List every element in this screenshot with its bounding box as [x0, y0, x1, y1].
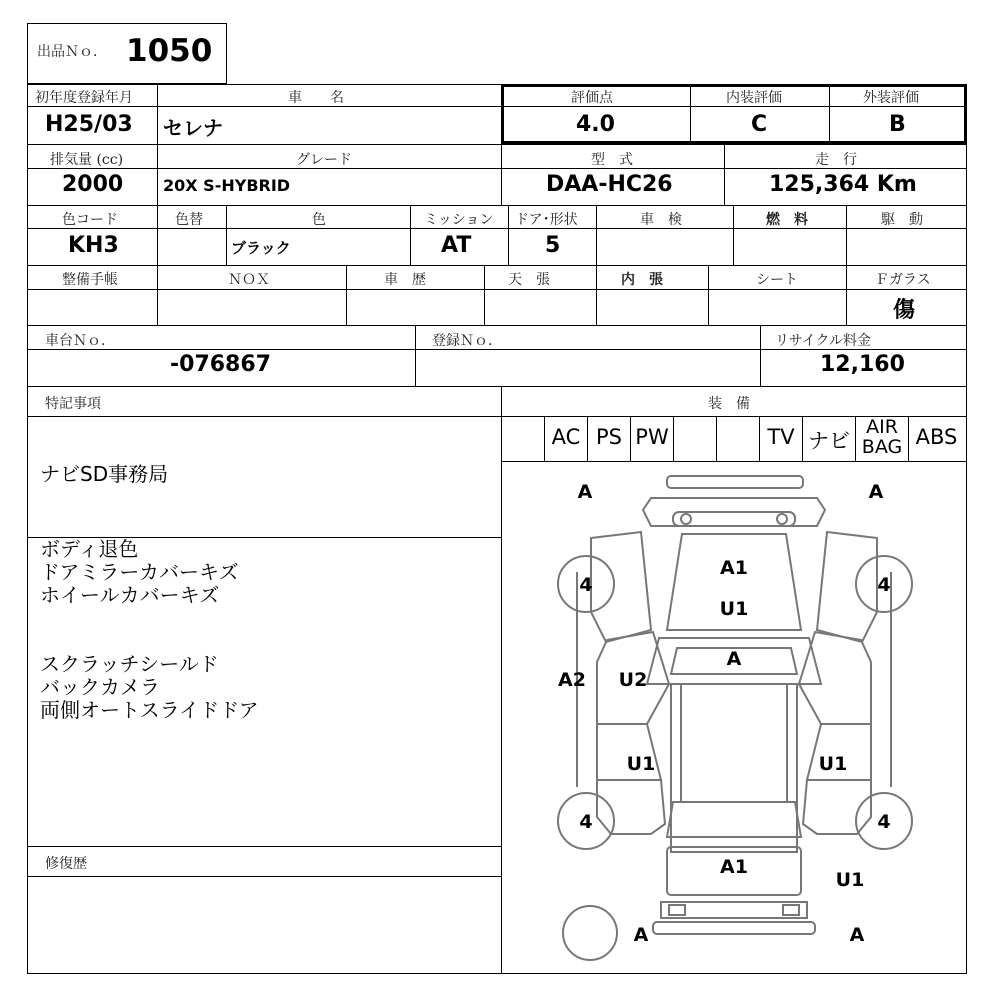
grid-line	[27, 265, 967, 266]
mark-hood-2: U1	[719, 598, 749, 620]
mission-label: ミッション	[424, 212, 494, 228]
glass-value: 傷	[893, 298, 916, 323]
lot-label: 出品Ｎｏ．	[37, 44, 107, 60]
model-value: DAA-HC26	[546, 172, 673, 197]
history-label: 車 歴	[384, 272, 426, 288]
score-label: 評価点	[571, 90, 613, 106]
equipment-item: ABS	[915, 425, 958, 449]
interior-label: 内装評価	[726, 90, 782, 106]
mark-rear-tire-left: 4	[579, 811, 593, 833]
mark-back-door: A1	[720, 856, 748, 878]
car-diagram	[501, 462, 967, 974]
chassis-label: 車台Ｎｏ．	[45, 333, 115, 349]
mark-left-fender-2: U2	[618, 669, 648, 691]
rear-lamp	[669, 905, 685, 915]
left-front-fender	[591, 532, 651, 642]
equipment-item: PS	[596, 425, 622, 449]
mark-front-tire-left: 4	[579, 574, 593, 596]
grid-line	[27, 325, 967, 326]
exterior-value: B	[889, 112, 906, 137]
drive-label: 駆 動	[881, 212, 923, 228]
registration-label: 登録Ｎｏ．	[432, 333, 502, 349]
recycle-label: リサイクル料金	[775, 333, 872, 349]
grid-line	[226, 205, 227, 265]
color-label: 色	[312, 212, 326, 228]
exterior-label: 外装評価	[863, 90, 919, 106]
equipment-item: AC	[551, 425, 581, 449]
right-front-fender	[817, 532, 877, 642]
left-quarter	[597, 780, 665, 834]
grid-line	[27, 228, 967, 229]
grid-line	[27, 144, 967, 145]
glass-label: Ｆガラス	[875, 272, 931, 288]
grid-line	[708, 265, 709, 325]
model-label: 型 式	[591, 152, 633, 168]
grid-line	[410, 205, 411, 265]
cc-label: 排気量 (cc)	[50, 152, 124, 168]
mark-rear-tire-right: 4	[877, 811, 891, 833]
front-bumper	[667, 476, 803, 488]
grade-label: グレード	[296, 152, 352, 168]
interior-trim-label: 内 張	[621, 272, 663, 288]
name-label: 車 名	[288, 90, 344, 106]
grid-line	[501, 144, 502, 205]
nox-label: ＮＯＸ	[228, 272, 270, 288]
grid-line	[415, 325, 416, 386]
rear-lamp	[783, 905, 799, 915]
mark-front-tire-right: 4	[877, 574, 891, 596]
roof-label: 天 張	[508, 272, 550, 288]
fuel-label: 燃 料	[766, 212, 808, 228]
cc-value: 2000	[62, 172, 124, 197]
color-code-label: 色コード	[62, 212, 118, 228]
roof-frame	[671, 684, 797, 852]
front-emblem	[777, 514, 787, 524]
color-code-value: KH3	[68, 233, 119, 258]
maintenance-label: 整備手帳	[62, 272, 118, 288]
mark-left-rear-door: U1	[626, 753, 656, 775]
grid-line	[27, 289, 967, 290]
grid-line	[27, 416, 967, 417]
lot-box	[27, 23, 227, 84]
grid-line	[760, 325, 761, 386]
repair-label: 修復歴	[45, 856, 87, 872]
equipment-item: ナビ	[808, 429, 850, 453]
mark-windshield: A	[726, 648, 742, 670]
grid-line	[27, 386, 967, 387]
grid-line	[346, 265, 347, 325]
year-label: 初年度登録年月	[35, 90, 133, 106]
door-value: 5	[545, 233, 561, 258]
lot-number: 1050	[126, 33, 213, 69]
seat-label: シート	[756, 272, 798, 288]
mark-front-bumper-left: A	[577, 481, 593, 503]
equipment-label: 装 備	[708, 396, 750, 412]
grid-line	[846, 265, 847, 325]
inspection-label: 車 検	[640, 212, 682, 228]
equipment-item: PW	[635, 425, 669, 449]
grid-line	[724, 144, 725, 205]
name-value: セレナ	[163, 116, 223, 140]
notes-middle: ボディ退色 ドアミラーカバーキズ ホイールカバーキズ スクラッチシールド バックカメラ 両側オートスライドドア	[40, 537, 259, 722]
front-emblem	[681, 514, 691, 524]
grid-line	[733, 205, 734, 265]
year-value: H25/03	[45, 112, 133, 137]
grid-line	[157, 265, 158, 325]
mark-front-bumper-right: A	[868, 481, 884, 503]
grid-line	[596, 265, 597, 325]
color-value: ブラック	[231, 239, 291, 257]
interior-value: C	[751, 112, 768, 137]
grid-line	[157, 84, 158, 144]
grid-line	[157, 205, 158, 265]
grid-line	[484, 265, 485, 325]
mark-rear-bumper-left: A	[633, 924, 649, 946]
grid-line	[846, 205, 847, 265]
mark-right-quarter: U1	[835, 869, 865, 891]
door-label: ドア･形状	[515, 212, 578, 228]
notes-top: ナビSD事務局	[40, 462, 169, 486]
spare-tire	[563, 906, 617, 960]
notes-label: 特記事項	[45, 396, 101, 412]
recycle-value: 12,160	[820, 352, 905, 377]
grid-line	[716, 416, 717, 461]
recolor-label: 色替	[175, 212, 203, 228]
mission-value: AT	[441, 233, 472, 258]
grid-line	[27, 205, 967, 206]
mark-hood-1: A1	[720, 557, 748, 579]
grid-line	[27, 846, 501, 847]
equipment-item: TV	[767, 425, 795, 449]
chassis-value: -076867	[170, 352, 271, 377]
roof	[681, 684, 787, 802]
mileage-value: 125,364 Km	[769, 172, 917, 197]
equipment-item: AIR BAG	[861, 416, 903, 458]
grid-line	[157, 144, 158, 205]
mark-right-rear-door: U1	[818, 753, 848, 775]
right-front-door	[799, 632, 871, 724]
grade-value: 20X S-HYBRID	[163, 176, 291, 195]
mileage-label: 走 行	[815, 152, 857, 168]
grid-line	[27, 876, 501, 877]
rear-bumper-lower	[653, 922, 815, 934]
mark-left-fender-1: A2	[558, 669, 586, 691]
mark-rear-bumper-right: A	[849, 924, 865, 946]
score-value: 4.0	[576, 112, 615, 137]
grid-line	[508, 205, 509, 265]
grid-line	[673, 416, 674, 461]
rear-window	[667, 802, 801, 837]
grid-line	[596, 205, 597, 265]
